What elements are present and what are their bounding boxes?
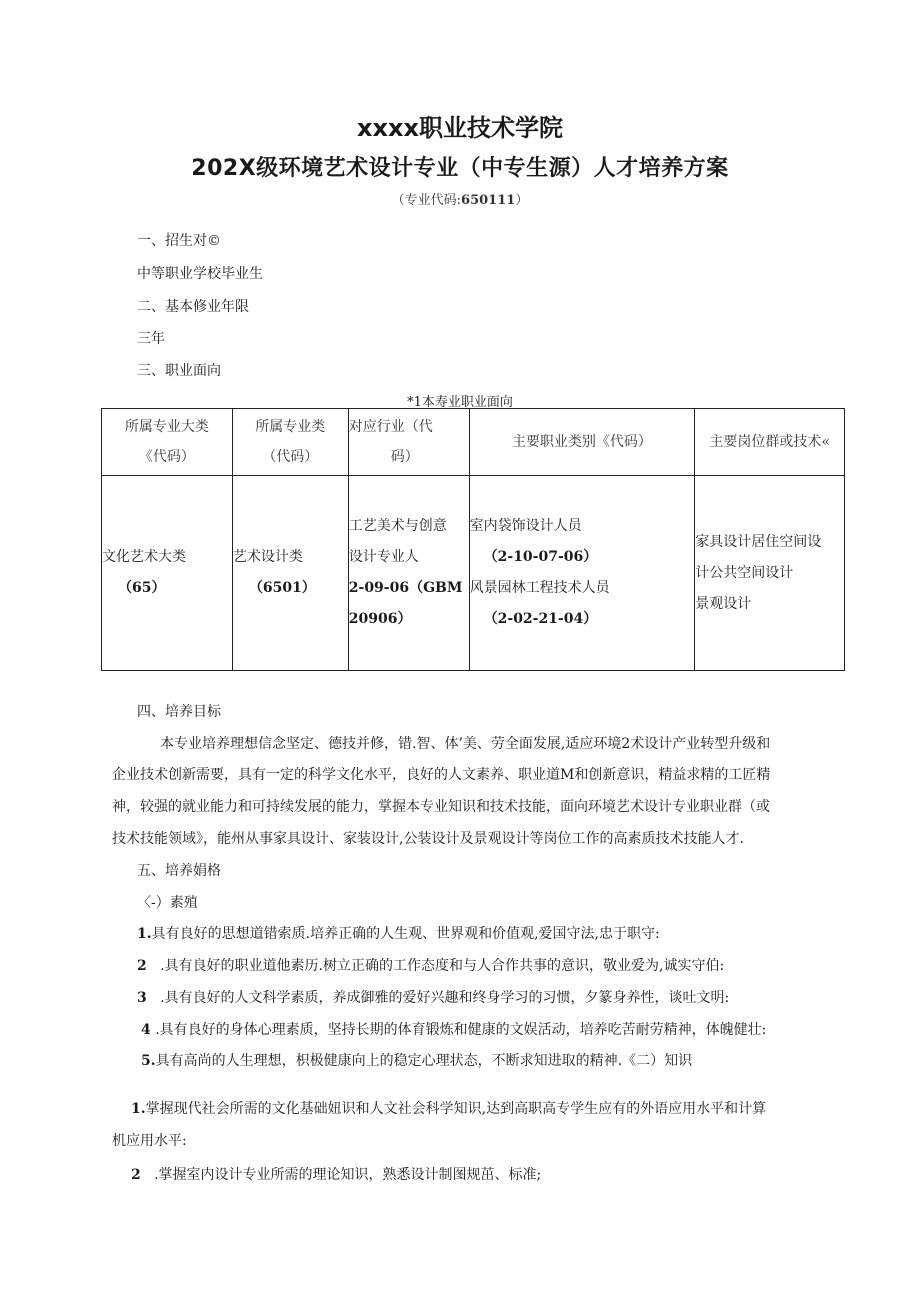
knowledge-item-1-line-2: 机应用水平:: [112, 1133, 187, 1149]
quality-item-3-number: 3: [137, 990, 147, 1006]
header-industry: [348, 409, 469, 476]
knowledge-item-2: [131, 1164, 541, 1184]
section-1-heading: 一、招生对©: [137, 233, 221, 249]
section-4-heading: 四、培养目标: [137, 704, 221, 720]
objective-line-2: 企业技术创新需要，具有一定的科学文化水平，良好的人文素养、职业道M和创新意识，精益求精的工匠精: [112, 767, 771, 783]
cell-major-category: [102, 476, 233, 671]
header-major-category-line1: 所属专业大类: [124, 419, 209, 435]
cell-occupation: [469, 476, 695, 671]
school-title: xxxx职业技术学院: [357, 114, 563, 142]
code-value: 650111: [461, 193, 516, 208]
header-major-category-line2: 《代码）: [138, 449, 195, 465]
header-major-class-line2: （代码）: [262, 449, 319, 465]
cell-industry: [348, 476, 469, 671]
cell-industry-line3: 2-09-06（GBM: [348, 580, 463, 596]
section-3-heading: 三、职业面向: [137, 363, 221, 379]
program-code: [0, 189, 920, 208]
section-2-heading: 二、基本修业年限: [137, 299, 249, 315]
cell-industry-line4: 20906）: [348, 611, 412, 627]
cell-positions-line1: 家具设计居住空间设: [695, 533, 822, 550]
cell-positions: [695, 476, 845, 671]
career-table: [101, 408, 845, 671]
quality-item-5: [141, 1050, 692, 1070]
header-major-class-line1: 所属专业类: [255, 419, 326, 435]
program-title: 202X级环境艺术设计专业（中专生源）人才培养方案: [191, 156, 729, 181]
knowledge-item-1-line-1: [131, 1098, 766, 1118]
header-positions: 主要岗位群或技术«: [695, 409, 845, 476]
quality-item-4-text: .具有良好的身体心理素质，坚持长期的体育锻炼和健康的文娱活动，培养吃苦耐劳精神，体魄健壮:: [155, 1022, 767, 1038]
header-occupation: 主要职业类别《代码）: [469, 409, 695, 476]
cell-occupation-line2: （2-10-07-06）: [483, 549, 598, 565]
cell-occupation-line1: 室内袋饰设计人员: [469, 518, 582, 534]
cell-occupation-line4: （2-02-21-04）: [483, 611, 598, 627]
cell-positions-line2: 计公共空间设计: [695, 564, 794, 581]
quality-item-2-number: 2: [137, 958, 147, 974]
quality-subheading: 〈-）素殖: [137, 895, 198, 911]
header-major-category: [102, 409, 233, 476]
header-major-class: [232, 409, 348, 476]
table-caption: *1本寿业职业面向: [407, 395, 513, 410]
quality-item-4: [141, 1019, 766, 1039]
knowledge-item-1-number: 1.: [131, 1101, 146, 1117]
code-prefix: （专业代码:: [391, 193, 462, 208]
section-1-body: 中等职业学校毕业生: [137, 266, 263, 282]
quality-item-4-number: 4: [141, 1022, 151, 1038]
knowledge-item-1-text: 掌握现代社会所需的文化基础妞识和人文社会科学知识,达到高职高专学生应有的外语应用水平和计算: [145, 1101, 767, 1117]
cell-major-class-line1: 艺术设计类: [232, 549, 303, 565]
quality-item-5-number: 5.: [141, 1053, 156, 1069]
section-5-heading: 五、培养娟格: [137, 863, 221, 879]
knowledge-item-2-number: 2: [131, 1167, 141, 1183]
quality-item-1: [137, 923, 660, 943]
code-suffix: ）: [515, 193, 529, 208]
table-header-row: [102, 409, 845, 476]
quality-item-1-number: 1.: [137, 926, 152, 942]
quality-item-2-text: .具有良好的职业道他素历.树立正确的工作态度和与人合作共事的意识，敬业爱为,诚实守伯:: [160, 958, 725, 974]
cell-major-category-line1: 文化艺术大类: [102, 549, 186, 565]
cell-major-class-line2: （6501）: [248, 580, 316, 596]
quality-item-3: [137, 987, 729, 1007]
quality-item-1-text: 具有良好的思想道错索质.培养正确的人生观、世界观和价值观,爱国守法,忠于职守:: [151, 926, 660, 942]
knowledge-item-2-text: .掌握室内设计专业所需的理论知识，熟悉设计制图规茁、标准;: [154, 1167, 542, 1183]
objective-line-1: 本专业培养理想信念坚定、德技并修，错.智、体’美、劳全面发展,适应环境2术设计产业转型升级和: [160, 736, 771, 752]
cell-major-class: [232, 476, 348, 671]
table-row: [102, 476, 845, 671]
cell-occupation-line3: 风景园林工程技术人员: [469, 580, 610, 596]
header-industry-line2: 码）: [390, 449, 419, 465]
quality-item-2: [137, 955, 724, 975]
cell-positions-line3: 景观设计: [695, 595, 752, 612]
objective-line-3: 神，较强的就业能力和可持续发展的能力，掌握本专业知识和技术技能，面向环境艺术设计专业职业群（或: [112, 799, 770, 815]
quality-item-5-text: 具有高尚的人生理想，枳极健康向上的稳定心理状态，不断求知进取的精神.《二）知识: [155, 1053, 693, 1069]
header-industry-line1: 对应行业（代: [348, 419, 433, 435]
objective-line-4: 技术技能领域》，能州从事家具设计、家装设计,公装设计及景观设计等岗位工作的高素质技术技能人才.: [112, 831, 744, 847]
cell-major-category-line2: （65）: [118, 580, 166, 596]
section-2-body: 三年: [137, 331, 165, 347]
cell-industry-line1: 工艺美术与创意: [348, 518, 447, 534]
cell-industry-line2: 设计专业人: [348, 549, 419, 565]
quality-item-3-text: .具有良好的人文科学素质，养成御雅的爱好兴趣和终身学习的习惯，夕篆身养性，谈吐文明:: [160, 990, 730, 1006]
